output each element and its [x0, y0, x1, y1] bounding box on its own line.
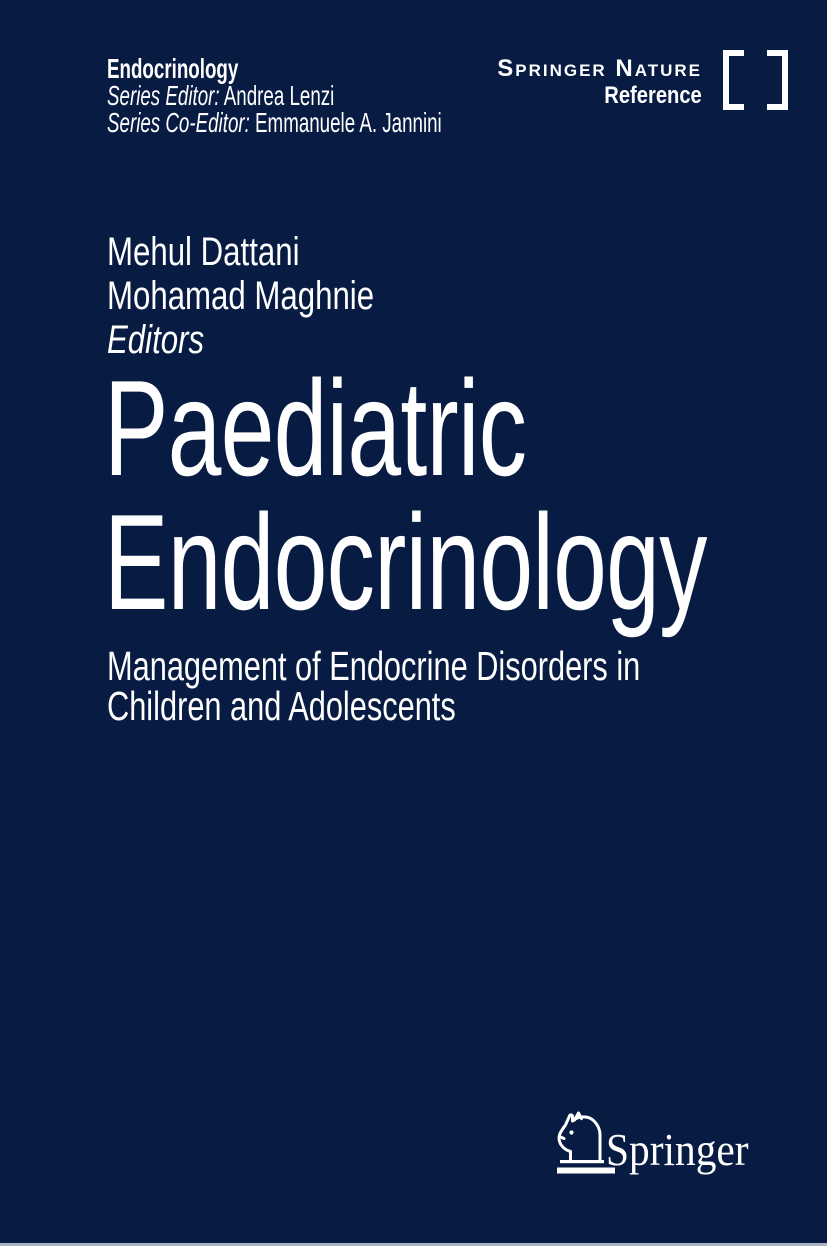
series-editor-line: [107, 82, 442, 109]
springer-wordmark: Springer: [606, 1124, 749, 1175]
springer-logo: [548, 1104, 763, 1184]
bracket-right-icon: [767, 50, 788, 110]
subtitle-line-2: Children and Adolescents: [107, 683, 456, 729]
subtitle-line-1: Management of Endocrine Disorders in: [107, 643, 641, 689]
reference-brackets-icon: [723, 50, 788, 110]
series-editor-name: Andrea Lenzi: [223, 80, 335, 111]
reference-imprint-label: Reference: [604, 82, 702, 109]
series-title: Endocrinology: [107, 53, 239, 84]
publisher-brand-block: [497, 55, 702, 109]
series-editor-label: Series Editor:: [107, 80, 220, 111]
series-info: [107, 55, 442, 136]
series-co-editor-name: Emmanuele A. Jannini: [255, 107, 442, 138]
springer-nature-wordmark: Springer Nature: [497, 55, 702, 82]
book-title: [104, 352, 707, 638]
bracket-left-icon: [723, 50, 744, 110]
editors-role-label: Editors: [107, 318, 205, 362]
series-co-editor-line: [107, 109, 442, 136]
editor-name: Mohamad Maghnie: [107, 274, 375, 318]
editors-block: [107, 230, 374, 362]
series-co-editor-label: Series Co-Editor:: [107, 107, 250, 138]
editor-name: Mehul Dattani: [107, 230, 300, 274]
book-subtitle: [107, 643, 641, 729]
title-line-2: Endocrinology: [104, 486, 707, 638]
title-line-1: Paediatric: [104, 352, 527, 504]
